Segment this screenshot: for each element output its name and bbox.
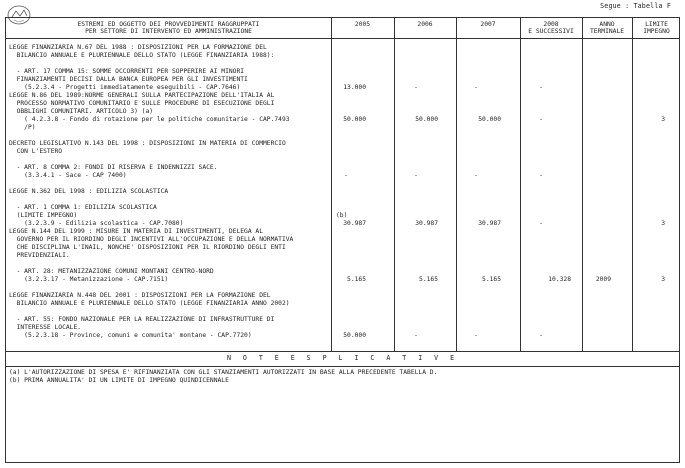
value-dash: - — [539, 220, 543, 227]
note-a: (a) L'AUTORIZZAZIONE DI SPESA E' RIFINANZIATA CON GLI STANZIAMENTI AUTORIZZATI IN BASE ALLA PRECEDENTE TABELLA D. — [9, 369, 438, 376]
note-b: (b) PRIMA ANNUALITA' DI UN LIMITE DI IMPEGNO QUINDICENNALE — [9, 377, 229, 384]
value-cell-y2006: 5.165 — [419, 276, 438, 283]
description-line: LEGGE FINANZIARIA N.67 DEL 1988 : DISPOSIZIONI PER LA FORMAZIONE DEL — [9, 44, 267, 51]
col-header-2007: 2007 — [480, 21, 496, 28]
value-note: (b) — [336, 212, 348, 219]
value-cell-y2008: 10.328 — [548, 276, 571, 283]
value-dash: - — [344, 172, 348, 179]
value-dash: - — [474, 84, 478, 91]
description-line: (5.2.3.4 - Progetti immediatamente eseguibili - CAP.7646) — [9, 84, 241, 91]
value-cell-y2005: 5.165 — [347, 276, 366, 283]
col-header-description — [6, 21, 331, 35]
col-divider — [632, 18, 633, 351]
value-cell-y2007: 50.000 — [478, 116, 501, 123]
description-line: - ART. 1 COMMA 1: EDILIZIA SCOLASTICA — [9, 204, 157, 211]
table-frame — [5, 17, 680, 463]
description-line: CHE DISCIPLINA L'INAIL, NONCHE' DISPOSIZIONI PER IL RIORDINO DEGLI ENTI — [9, 244, 286, 251]
header-divider — [6, 38, 679, 39]
description-line: LEGGE N.144 DEL 1999 : MISURE IN MATERIA DI INVESTIMENTI, DELEGA AL — [9, 228, 264, 235]
header-line: E SUCCESSIVI — [528, 28, 574, 35]
value-cell-anno: 2009 — [595, 276, 611, 283]
value-cell-y2007: 30.987 — [478, 220, 501, 227]
value-dash: - — [474, 332, 478, 339]
col-header-2008 — [520, 21, 582, 35]
value-cell-limite: 3 — [661, 116, 665, 123]
notes-divider-top — [6, 351, 679, 352]
col-divider — [582, 18, 583, 351]
header-line: LIMITE — [645, 21, 668, 28]
value-dash: - — [539, 116, 543, 123]
value-cell-y2006: 30.987 — [415, 220, 438, 227]
description-line: LEGGE FINANZIARIA N.448 DEL 2001 : DISPOSIZIONI PER LA FORMAZIONE DEL — [9, 292, 271, 299]
description-line: BILANCIO ANNUALE E PLURIENNALE DELLO STATO (LEGGE FINANZIARIA ANNO 2002) — [9, 300, 290, 307]
description-line: OBBLIGHI COMUNITARI. ARTICOLO 3) (a) — [9, 108, 154, 115]
header-line: PER SETTORE DI INTERVENTO ED AMMINISTRAZIONE — [85, 28, 252, 35]
value-cell-limite: 3 — [661, 220, 665, 227]
description-line: (5.2.3.18 - Province, comuni e comunita' montane - CAP.7720) — [9, 332, 252, 339]
value-cell-y2005: 30.987 — [343, 220, 366, 227]
value-cell-limite: 3 — [661, 276, 665, 283]
notes-divider-bottom — [6, 366, 679, 367]
header-line: ESTREMI ED OGGETTO DEI PROVVEDIMENTI RAGGRUPPATI — [77, 21, 260, 28]
description-line: INTERESSE LOCALE. — [9, 324, 82, 331]
col-divider — [520, 18, 521, 351]
header-line: ANNO — [599, 21, 615, 28]
value-cell-y2005: 13.000 — [343, 84, 366, 91]
description-line: - ART. 8 COMMA 2: FONDI DI RISERVA E INDENNIZZI SACE. — [9, 164, 218, 171]
description-line: /P) — [9, 124, 36, 131]
header-line: TERMINALE — [589, 28, 625, 35]
col-header-limite — [632, 21, 681, 35]
description-line: LEGGE N.362 DEL 1998 : EDILIZIA SCOLASTICA — [9, 188, 169, 195]
col-header-2005: 2005 — [354, 21, 371, 28]
value-cell-y2006: 50.000 — [415, 116, 438, 123]
col-divider — [456, 18, 457, 351]
value-cell-y2007: 5.165 — [482, 276, 501, 283]
description-line: CON L'ESTERO — [9, 148, 63, 155]
description-line: (3.2.3.9 - Edilizia scolastica - CAP.7080) — [9, 220, 184, 227]
notes-title: N O T E E S P L I C A T I V E — [226, 354, 459, 362]
description-line: GOVERNO PER IL RIORDINO DEGLI INCENTIVI ALL'OCCUPAZIONE E DELLA NORMATIVA — [9, 236, 294, 243]
header-line: IMPEGNO — [643, 28, 670, 35]
description-line: (3.3.4.1 - Sace - CAP 7400) — [9, 172, 127, 179]
description-line: - ART. 55: FONDO NAZIONALE PER LA REALIZZAZIONE DI INFRASTRUTTURE DI — [9, 316, 275, 323]
col-header-2006: 2006 — [417, 21, 433, 28]
col-divider — [331, 18, 332, 351]
description-line: - ART. 28: METANIZZAZIONE COMUNI MONTANI CENTRO-NORD — [9, 268, 214, 275]
description-line: PROCESSO NORMATIVO COMUNITARIO E SULLE PROCEDURE DI ESECUZIONE DEGLI — [9, 100, 275, 107]
header-line: 2008 — [543, 21, 559, 28]
description-line: BILANCIO ANNUALE E PLURIENNALE DELLO STATO (LEGGE FINANZIARIA 1988): — [9, 52, 275, 59]
description-line: LEGGE N.86 DEL 1989:NORME GENERALI SULLA PARTECIPAZIONE DELL'ITALIA AL — [9, 92, 275, 99]
description-line: ( 4.2.3.8 - Fondo di rotazione per le politiche comunitarie - CAP.7493 — [9, 116, 290, 123]
col-divider — [394, 18, 395, 351]
description-line: - ART. 17 COMMA 15: SOMME OCCORRENTI PER SOPPERIRE AI MINORI — [9, 68, 245, 75]
value-dash: - — [539, 172, 543, 179]
value-dash: - — [414, 84, 418, 91]
description-line: (3.2.3.17 - Metanizzazione - CAP.7151) — [9, 276, 169, 283]
value-dash: - — [414, 172, 418, 179]
value-dash: - — [474, 172, 478, 179]
description-line: FINANZIAMENTI DECISI DALLA BANCA EUROPEA PER GLI INVESTIMENTI — [9, 76, 248, 83]
value-cell-y2005: 50.000 — [343, 116, 366, 123]
description-line: (LIMITE IMPEGNO) — [9, 212, 78, 219]
value-dash: - — [414, 332, 418, 339]
value-cell-y2005: 50.000 — [343, 332, 366, 339]
description-line: PREVIDENZIALI. — [9, 252, 70, 259]
value-dash: - — [539, 84, 543, 91]
table-label: Segue : Tabella F — [600, 2, 671, 10]
value-dash: - — [539, 332, 543, 339]
description-line: DECRETO LEGISLATIVO N.143 DEL 1998 : DISPOSIZIONI IN MATERIA DI COMMERCIO — [9, 140, 286, 147]
col-header-anno — [582, 21, 632, 35]
